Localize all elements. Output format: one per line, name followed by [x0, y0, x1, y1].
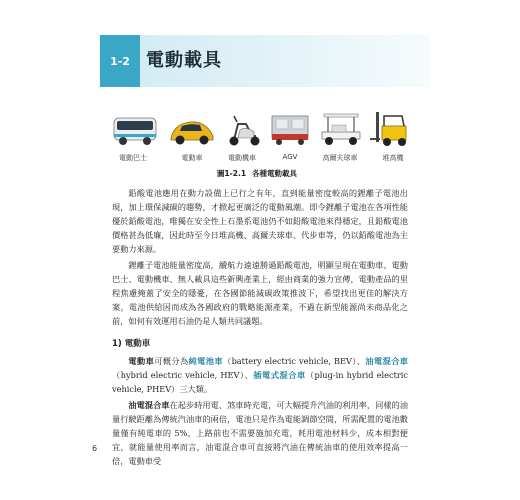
- paragraph-3-text-b: （battery electric vehicle, BEV）、: [222, 356, 366, 366]
- electric-scooter-image: [226, 110, 262, 150]
- section-title: 電動載具: [146, 50, 222, 71]
- section-number: 1-2: [100, 35, 140, 87]
- vehicles-figure: [112, 110, 418, 172]
- paragraph-3-text-c: （hybrid electric vehicle, HEV）、: [112, 370, 254, 380]
- electric-car-image: [168, 110, 216, 150]
- figure-label-agv: AGV: [282, 153, 298, 161]
- paragraph-3-text-a: 可概分為: [154, 356, 189, 366]
- figure-label-golf-cart: 高爾夫球車: [322, 154, 358, 162]
- figure-caption-number: 圖1-2.1: [216, 169, 247, 178]
- agv-image: [268, 110, 312, 150]
- golf-cart-image: [318, 110, 364, 150]
- figure-caption-text: 各種電動載具: [252, 169, 298, 178]
- paragraph-3: [112, 354, 408, 396]
- term-electric-vehicle: 電動車: [128, 356, 155, 366]
- term-bev: 純電池車: [188, 356, 223, 366]
- subsection-title: 1) 電動車: [112, 339, 151, 349]
- term-hev: 油電混合車: [365, 356, 408, 366]
- paragraph-4-text: 在起步時用電、煞車時充電，可大幅提升汽油的利用率，同樣的油量行駛距離為傳統汽油車的兩倍，電池只是作為電能調節空間，所需配置的電池數量僅有純電車的 5%，上路前也不需要施加充電，耗用電池材料少，成本相對便宜，就能量使用率而言，油電混合車可直接將汽油在傳統油車的使用效率提高一倍，電動車受: [112, 400, 408, 466]
- figure-label-scooter: 電動機車: [228, 154, 256, 162]
- paragraph-4: [112, 398, 408, 468]
- paragraph-3-text-d: （plug-in hybrid electric vehicle, PHEV）三大類。: [112, 370, 408, 394]
- forklift-image: [370, 110, 416, 150]
- page-number: 6: [92, 444, 98, 453]
- figure-label-forklift: 堆高機: [382, 154, 404, 162]
- electric-bus-image: [112, 110, 158, 150]
- figure-caption: [0, 168, 520, 179]
- term-phev: 插電式混合車: [253, 370, 306, 380]
- figure-label-car: 電動車: [181, 154, 203, 162]
- paragraph-2: 鋰離子電池能量密度高，續航力遠遠勝過鉛酸電池，明顯呈現在電動車、電動巴士、電動機車、無人載具這些新興產業上，經由商業的強力宣傳，電動產品的里程焦慮掩蓋了安全的隱憂，在各國節能減碳政策推波下，希望找出更佳的解決方案，電池供給因而成為各國政府的戰略能源產業，不過在新型能源尚未商品化之前，如何有效運用石油仍是人類共同議題。: [112, 260, 408, 326]
- figure-label-bus: 電動巴士: [119, 154, 147, 162]
- term-hybrid: 油電混合車: [128, 400, 170, 410]
- paragraph-1: 鉛酸電池應用在動力設備上已行之有年，直到能量密度較高的鋰離子電池出現，加上環保減碳的趨勢，才掀起更廣泛的電動風潮。即令鋰離子電池在各項性能優於鉛酸電池，唯獨在安全性上石墨系電池仍不如鉛酸電池來得穩定，且鉛酸電池價格甚為低廉，因此時至今日堆高機、高爾夫球車、代步車等，仍以鉛酸電池為主要動力來源。: [112, 188, 408, 254]
